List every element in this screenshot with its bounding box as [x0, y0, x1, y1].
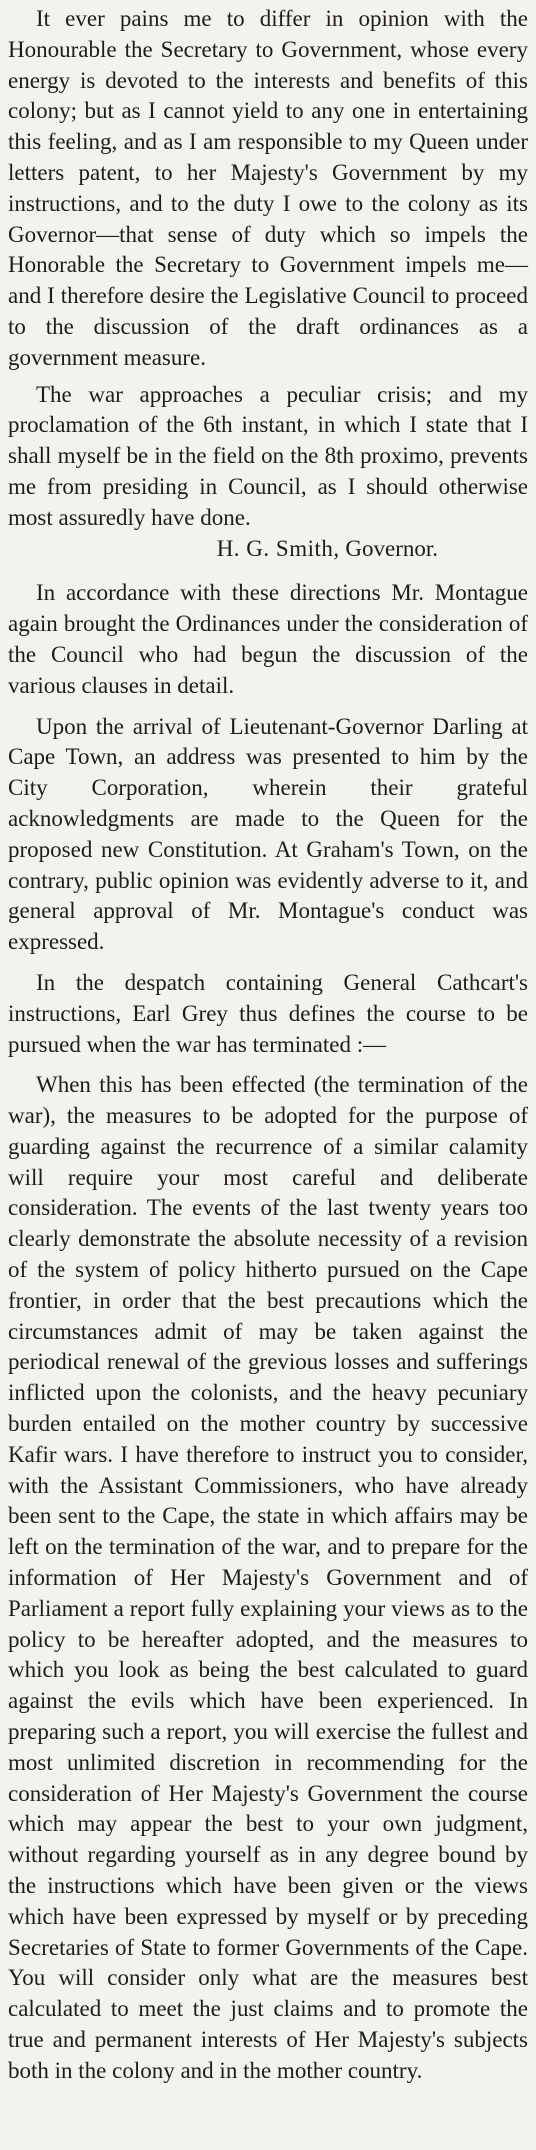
quote-text: When this has been effected (the termination of the war), the measures to be adopted for the purpose of guarding against the recurrence of a similar calamity will require your most careful and deliberate consideration. The events of the last twenty years too clearly demonstrate the absolute necessity of a revision of the system of policy hitherto pursued on the Cape frontier, in order that the best precautions which the circumstances admit of may be taken against the periodical renewal of the grevious losses and sufferings inflicted upon the colonists, and the heavy pecuniary burden entailed on the mother country by successive Kafir wars. I have therefore to instruct you to consider, with the Assistant Commissioners, who have already been sent to the Cape, the state in which affairs may be left on the termination of the war, and to prepare for the information of Her Majesty's Government and of Parliament a report fully explaining your views as to the policy to be hereafter adopted, and the measures to which you look as being the best calculated to guard against the evils which have been experienced. In preparing such a report, you will exercise the fullest and most unlimited discretion in recommending for the consideration of Her Majesty's Government the course which may appear the best to your own judgment, without regarding yourself as in any degree bound by the instructions which have been given or the views which have been expressed by myself or by preceding Secretaries of State to former Governments of the Cape. You will consider only what are the measures best calculated to meet the just claims and to promote the true and permanent interests of Her Majesty's subjects both in the colony and in the mother country.: [8, 1072, 528, 2083]
paragraph-cathcart-despatch: [8, 968, 528, 1060]
paragraph-text: The war approaches a peculiar crisis; and my proclamation of the 6th instant, in which I state that I shall myself be in the field on the 8th proximo, prevents me from presiding in Council, as I should otherwise most assuredly have done.: [8, 381, 528, 530]
paragraph-governor-statement: [8, 4, 528, 374]
signature-line: [8, 534, 528, 565]
paragraph-darling-arrival: [8, 712, 528, 958]
signature-title: Governor.: [345, 535, 438, 561]
quoted-instructions: [8, 1070, 528, 2086]
paragraph-text: Upon the arrival of Lieutenant-Governor Darling at Cape Town, an address was presented to him by the City Corporation, wherein their grateful acknowledgments are made to the Queen for the proposed new Constitution. At Graham's Town, on the contrary, public opinion was evidently adverse to it, and general approval of Mr. Montague's conduct was expressed.: [8, 713, 528, 955]
signature-name: H. G. Smith,: [216, 535, 340, 561]
paragraph-text: It ever pains me to differ in opinion with the Honourable the Secretary to Government, whose every energy is devoted to the interests and benefits of this colony; but as I cannot yield to any one in entertaining this feeling, and as I am responsible to my Queen under letters patent, to her Majesty's Government by my instructions, and to the duty I owe to the colony as its Governor—that sense of duty which so impels the Honorable the Secretary to Government impels me—and I therefore desire the Legislative Council to proceed to the discussion of the draft ordinances as a government measure.: [8, 6, 528, 370]
paragraph-montague-ordinances: [8, 578, 528, 701]
paragraph-text: In the despatch containing General Cathcart's instructions, Earl Grey thus defines the course to be pursued when the war has terminated :—: [8, 969, 528, 1057]
paragraph-war-crisis: [8, 380, 528, 534]
paragraph-text: In accordance with these directions Mr. Montague again brought the Ordinances under the consideration of the Council who had begun the discussion of the various clauses in detail.: [8, 580, 528, 698]
